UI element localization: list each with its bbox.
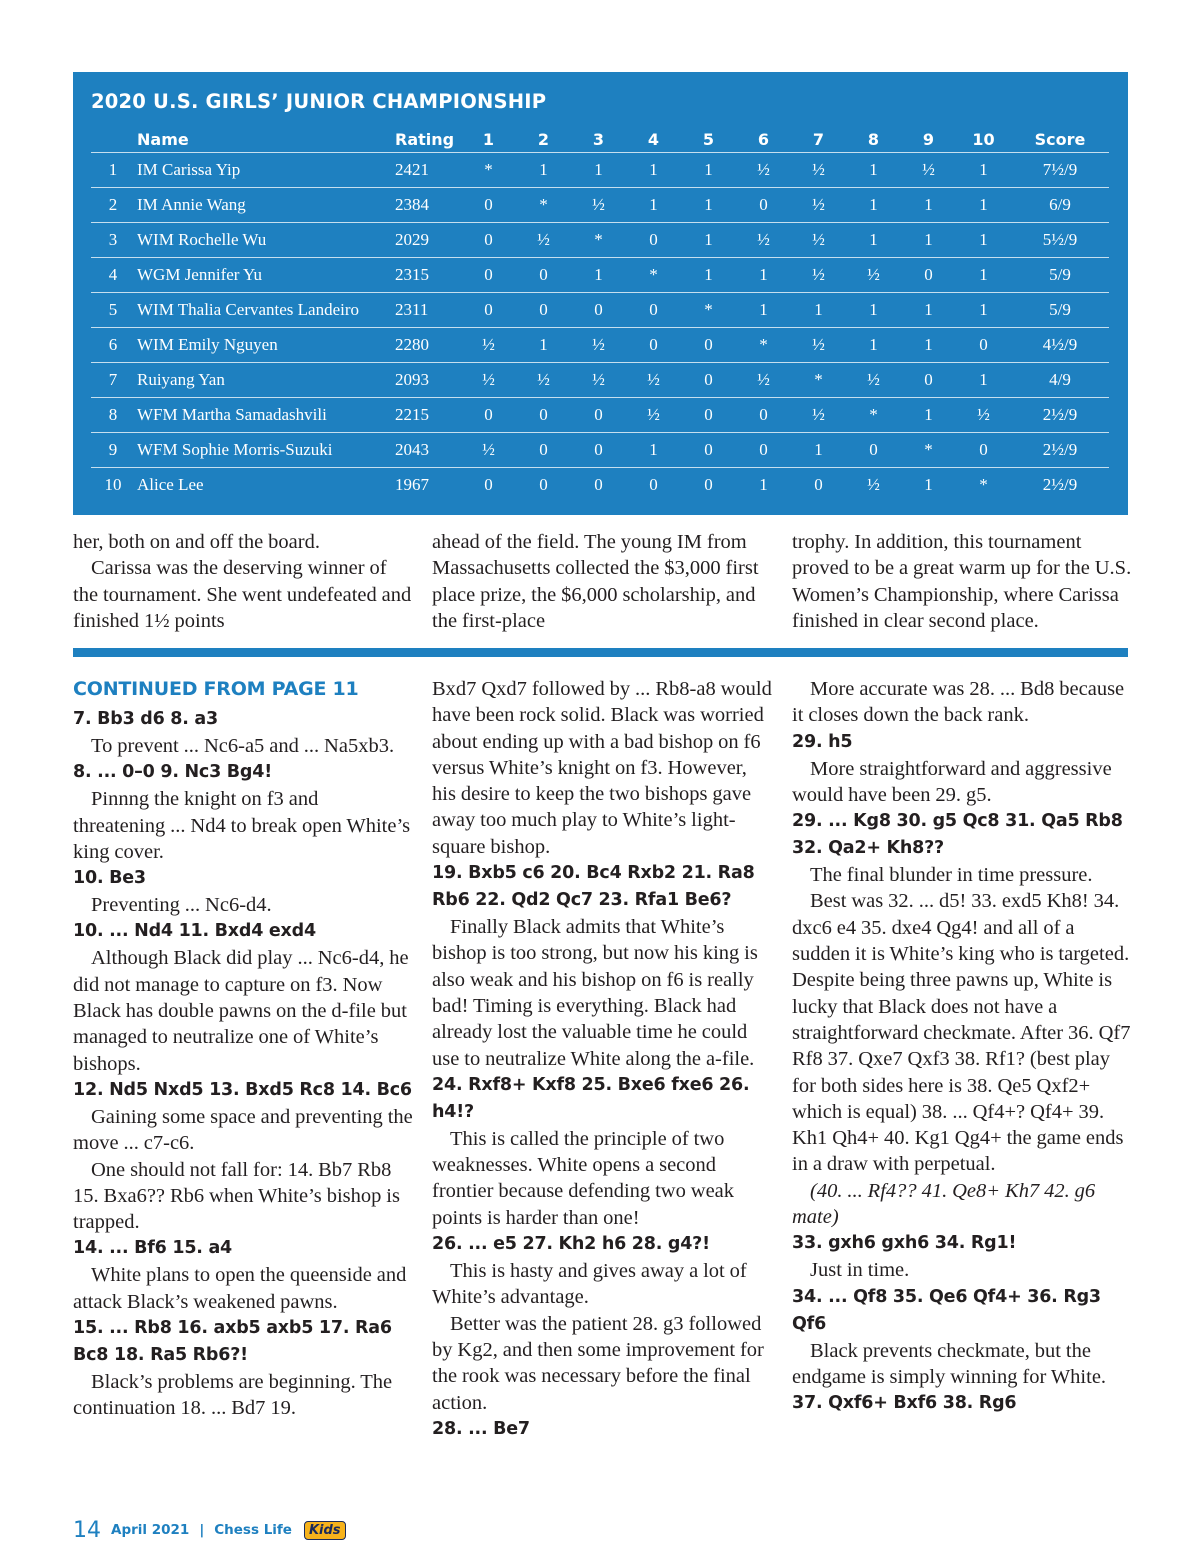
table-cell: 0 <box>461 468 516 503</box>
player-score: 2½/9 <box>1011 468 1109 503</box>
player-score: 2½/9 <box>1011 398 1109 433</box>
intro-column-3 <box>792 529 1132 634</box>
column-header: 7 <box>812 129 825 149</box>
table-cell: 0 <box>461 258 516 293</box>
table-cell: 0 <box>791 468 846 503</box>
annotation-paragraph: Finally Black admits that White’s bishop is too strong, but now his king is also weak and his bishop on f6 is really bad! Timing is everything. Black had already lost the valuable time he could use to neutralize White along the a-file. <box>432 916 758 1070</box>
table-cell: ½ <box>791 328 846 363</box>
table-cell: 0 <box>461 188 516 223</box>
table-cell: 1 <box>791 433 846 468</box>
move-line: 7. Bb3 d6 8. a3 <box>73 709 218 729</box>
player-score: 2½/9 <box>1011 433 1109 468</box>
table-cell: ½ <box>791 223 846 258</box>
table-cell: 0 <box>516 398 571 433</box>
column-header: Score <box>1034 129 1086 149</box>
table-cell: ½ <box>516 223 571 258</box>
player-rating: 2215 <box>393 398 461 433</box>
table-cell: 1 <box>956 293 1011 328</box>
table-cell: ½ <box>461 328 516 363</box>
table-cell: ½ <box>791 258 846 293</box>
table-cell: 0 <box>681 398 736 433</box>
table-cell: 2 <box>91 188 135 223</box>
column-header: 6 <box>757 129 770 149</box>
table-cell: 0 <box>626 293 681 328</box>
table-cell: * <box>626 258 681 293</box>
player-rating: 2421 <box>393 153 461 188</box>
game-column-3 <box>792 676 1132 1417</box>
table-cell: ½ <box>736 153 791 188</box>
intro-column-2 <box>432 529 772 634</box>
player-name: WIM Emily Nguyen <box>135 328 393 363</box>
table-cell: 1 <box>901 398 956 433</box>
table-cell: 0 <box>736 398 791 433</box>
table-cell: 1 <box>736 258 791 293</box>
table-cell: 1 <box>956 223 1011 258</box>
table-cell: 0 <box>571 433 626 468</box>
table-row <box>91 363 1109 398</box>
table-cell: 1 <box>681 153 736 188</box>
page-number: 14 <box>73 1517 101 1543</box>
table-cell: 5 <box>91 293 135 328</box>
player-name: WFM Martha Samadashvili <box>135 398 393 433</box>
table-cell: ½ <box>901 153 956 188</box>
table-cell: ½ <box>626 398 681 433</box>
move-line: 29. h5 <box>792 731 853 752</box>
annotation-paragraph: Preventing ... Nc6-d4. <box>91 894 272 917</box>
table-cell: 0 <box>626 468 681 503</box>
table-row <box>91 188 1109 223</box>
table-cell: 1 <box>846 188 901 223</box>
player-rating: 2311 <box>393 293 461 328</box>
player-score: 6/9 <box>1011 188 1109 223</box>
table-cell: 1 <box>516 153 571 188</box>
table-cell: ½ <box>791 188 846 223</box>
player-name: WGM Jennifer Yu <box>135 258 393 293</box>
annotation-variation: (40. ... Rf4?? 41. Qe8+ Kh7 42. g6 mate) <box>792 1179 1096 1229</box>
move-line: 10. ... Nd4 11. Bxd4 exd4 <box>73 921 316 942</box>
table-cell: 0 <box>571 398 626 433</box>
column-header: Name <box>137 129 189 149</box>
table-cell: ½ <box>736 223 791 258</box>
table-cell: 1 <box>626 153 681 188</box>
column-header: 5 <box>702 129 715 149</box>
table-cell: ½ <box>626 363 681 398</box>
table-header-row <box>91 126 1109 153</box>
table-row <box>91 328 1109 363</box>
annotation-paragraph: Although Black did play ... Nc6-d4, he did not manage to capture on f3. Now Black has double pawns on the d-file but managed to neutralize one of White’s bishops. <box>73 947 409 1075</box>
annotation-paragraph: White plans to open the queenside and attack Black’s weakened pawns. <box>73 1264 407 1313</box>
annotation-paragraph: Gaining some space and preventing the move ... c7-c6. <box>73 1105 413 1155</box>
table-row <box>91 293 1109 328</box>
table-cell: ½ <box>791 153 846 188</box>
table-cell: 1 <box>901 188 956 223</box>
game-column-1 <box>73 676 413 1422</box>
table-cell: 1 <box>901 223 956 258</box>
table-cell: 1 <box>846 153 901 188</box>
annotation-paragraph: More straightforward and aggressive would have been 29. g5. <box>792 757 1112 806</box>
player-score: 4½/9 <box>1011 328 1109 363</box>
table-row <box>91 468 1109 503</box>
table-cell: 0 <box>516 433 571 468</box>
table-row <box>91 153 1109 188</box>
footer-separator: | <box>199 1522 205 1538</box>
section-divider <box>73 648 1128 657</box>
table-cell: 1 <box>516 328 571 363</box>
table-cell: 1 <box>956 258 1011 293</box>
player-score: 7½/9 <box>1011 153 1109 188</box>
move-line: 8. ... 0–0 9. Nc3 Bg4! <box>73 762 272 783</box>
table-row <box>91 223 1109 258</box>
table-cell: 1 <box>846 223 901 258</box>
table-row <box>91 433 1109 468</box>
table-cell: 0 <box>736 188 791 223</box>
table-cell: 1 <box>956 188 1011 223</box>
player-name: Alice Lee <box>135 468 393 503</box>
move-line: 28. ... Be7 <box>432 1418 530 1439</box>
table-cell: 0 <box>461 398 516 433</box>
move-line: 12. Nd5 Nxd5 13. Bxd5 Rc8 14. Bc6 <box>73 1079 412 1100</box>
table-cell: 0 <box>956 328 1011 363</box>
table-cell: 0 <box>736 433 791 468</box>
table-cell: 1 <box>901 328 956 363</box>
player-rating: 2315 <box>393 258 461 293</box>
table-cell: ½ <box>516 363 571 398</box>
table-cell: ½ <box>461 363 516 398</box>
table-cell: 8 <box>91 398 135 433</box>
table-cell: 0 <box>846 433 901 468</box>
player-name: IM Annie Wang <box>135 188 393 223</box>
table-cell: * <box>461 153 516 188</box>
standings-box <box>73 72 1128 515</box>
table-cell: ½ <box>571 363 626 398</box>
annotation-paragraph: The final blunder in time pressure. <box>810 864 1093 887</box>
player-name: WFM Sophie Morris-Suzuki <box>135 433 393 468</box>
annotation-paragraph: More accurate was 28. ... Bd8 because it closes down the back rank. <box>792 678 1125 727</box>
table-cell: 10 <box>91 468 135 503</box>
table-cell: 1 <box>736 293 791 328</box>
table-cell: 0 <box>681 433 736 468</box>
issue-date: April 2021 <box>111 1522 190 1538</box>
move-line: 10. Be3 <box>73 868 146 889</box>
annotation-paragraph: This is hasty and gives away a lot of White’s advantage. <box>432 1260 747 1309</box>
column-header: 10 <box>972 129 995 149</box>
page-footer <box>73 1514 346 1546</box>
player-rating: 2280 <box>393 328 461 363</box>
table-cell: 0 <box>626 223 681 258</box>
move-line: 14. ... Bf6 15. a4 <box>73 1238 233 1259</box>
annotation-paragraph: Black’s problems are beginning. The continuation 18. ... Bd7 19. <box>73 1371 393 1420</box>
table-cell: 0 <box>571 293 626 328</box>
table-cell: * <box>571 223 626 258</box>
table-cell: ½ <box>956 398 1011 433</box>
player-score: 5½/9 <box>1011 223 1109 258</box>
table-cell: * <box>791 363 846 398</box>
table-cell: 0 <box>461 293 516 328</box>
table-cell: 6 <box>91 328 135 363</box>
player-score: 5/9 <box>1011 258 1109 293</box>
annotation-paragraph: Better was the patient 28. g3 followed by Kg2, and then some improvement for the rook was necessary before the final action. <box>432 1312 764 1414</box>
table-cell: 1 <box>571 258 626 293</box>
player-score: 4/9 <box>1011 363 1109 398</box>
table-cell: 1 <box>956 153 1011 188</box>
table-cell: 1 <box>901 468 956 503</box>
table-cell: 1 <box>791 293 846 328</box>
table-cell: 0 <box>461 223 516 258</box>
annotation-paragraph: Best was 32. ... d5! 33. exd5 Kh8! 34. dxc6 e4 35. dxe4 Qg4! and all of a sudden it is White’s king who is targeted. Despite being three pawns up, White is lucky that Black does not have a straightforward checkmate. After 36. Qf7 Rf8 37. Qxe7 Qxf3 38. Rf1? (best play for both sides here is 38. Qe5 Qxf2+ which is equal) 38. ... Qf4+? Qf4+ 39. Kh1 Qh4+ 40. Kg1 Qg4+ the game ends in a draw with perpetual. <box>792 890 1131 1176</box>
table-cell: ½ <box>571 328 626 363</box>
player-rating: 2043 <box>393 433 461 468</box>
player-rating: 2029 <box>393 223 461 258</box>
table-cell: 0 <box>681 363 736 398</box>
table-cell: * <box>901 433 956 468</box>
column-header: 9 <box>922 129 935 149</box>
table-cell: 0 <box>516 258 571 293</box>
magazine-name: Chess Life <box>214 1522 292 1538</box>
column-header: 4 <box>647 129 660 149</box>
table-cell: 4 <box>91 258 135 293</box>
column-header: Rating <box>395 129 455 149</box>
move-line: 24. Rxf8+ Kxf8 25. Bxe6 fxe6 26. h4!? <box>432 1074 750 1122</box>
intro-paragraph: ahead of the field. The young IM from Massachusetts collected the $3,000 first place prize, the $6,000 scholarship, and the first-place <box>432 531 759 632</box>
table-cell: 0 <box>901 258 956 293</box>
move-line: 15. ... Rb8 16. axb5 axb5 17. Ra6 Bc8 18. Ra5 Rb6?! <box>73 1318 392 1366</box>
continued-heading: CONTINUED FROM PAGE 11 <box>73 678 359 700</box>
table-cell: 0 <box>681 468 736 503</box>
game-column-2 <box>432 676 772 1443</box>
column-header: 3 <box>592 129 605 149</box>
table-cell: ½ <box>461 433 516 468</box>
table-cell: ½ <box>846 258 901 293</box>
standings-table <box>91 126 1109 502</box>
player-rating: 2384 <box>393 188 461 223</box>
table-cell: 1 <box>846 293 901 328</box>
table-cell: 0 <box>626 328 681 363</box>
kids-logo: Kids <box>304 1521 346 1540</box>
table-cell: 0 <box>516 293 571 328</box>
player-score: 5/9 <box>1011 293 1109 328</box>
move-line: 19. Bxb5 c6 20. Bc4 Rxb2 21. Ra8 Rb6 22. Qd2 Qc7 23. Rfa1 Be6? <box>432 863 755 911</box>
player-rating: 2093 <box>393 363 461 398</box>
table-cell: * <box>681 293 736 328</box>
annotation-paragraph: Just in time. <box>810 1259 910 1282</box>
annotation-paragraph: Bxd7 Qxd7 followed by ... Rb8-a8 would have been rock solid. Black was worried about ending up with a bad bishop on f6 versus White’s knight on f3. However, his desire to keep the two bishops gave away too much play to White’s light-square bishop. <box>432 678 772 858</box>
intro-paragraph: Carissa was the deserving winner of the tournament. She went undefeated and finished 1½ points <box>73 557 412 632</box>
player-name: WIM Thalia Cervantes Landeiro <box>135 293 393 328</box>
table-cell: ½ <box>846 468 901 503</box>
column-header: 1 <box>482 129 495 149</box>
annotation-paragraph: To prevent ... Nc6-a5 and ... Na5xb3. <box>91 735 395 757</box>
table-cell: ½ <box>846 363 901 398</box>
table-cell: 0 <box>571 468 626 503</box>
column-header <box>91 126 135 153</box>
move-line: 34. ... Qf8 35. Qe6 Qf4+ 36. Rg3 Qf6 <box>792 1286 1101 1334</box>
column-header: 8 <box>867 129 880 149</box>
annotation-paragraph: This is called the principle of two weaknesses. White opens a second frontier because defending two weak points is harder than one! <box>432 1127 735 1229</box>
column-header: 2 <box>537 129 550 149</box>
table-cell: 0 <box>681 328 736 363</box>
table-cell: 1 <box>901 293 956 328</box>
move-line: 37. Qxf6+ Bxf6 38. Rg6 <box>792 1393 1017 1414</box>
player-name: IM Carissa Yip <box>135 153 393 188</box>
table-cell: * <box>516 188 571 223</box>
move-line: 29. ... Kg8 30. g5 Qc8 31. Qa5 Rb8 32. Qa2+ Kh8?? <box>792 811 1123 859</box>
table-cell: 1 <box>681 258 736 293</box>
player-name: Ruiyang Yan <box>135 363 393 398</box>
table-cell: 0 <box>901 363 956 398</box>
player-rating: 1967 <box>393 468 461 503</box>
table-cell: ½ <box>736 363 791 398</box>
table-cell: * <box>736 328 791 363</box>
table-cell: 1 <box>571 153 626 188</box>
annotation-paragraph: One should not fall for: 14. Bb7 Rb8 15. Bxa6?? Rb6 when White’s bishop is trapped. <box>73 1158 400 1234</box>
player-name: WIM Rochelle Wu <box>135 223 393 258</box>
table-cell: 1 <box>91 153 135 188</box>
table-cell: 1 <box>681 188 736 223</box>
table-cell: ½ <box>571 188 626 223</box>
move-line: 33. gxh6 gxh6 34. Rg1! <box>792 1233 1017 1254</box>
table-cell: 7 <box>91 363 135 398</box>
standings-title: 2020 U.S. GIRLS’ JUNIOR CHAMPIONSHIP <box>91 90 547 113</box>
table-cell: * <box>956 468 1011 503</box>
table-cell: 1 <box>626 188 681 223</box>
intro-column-1 <box>73 529 413 634</box>
table-cell: 1 <box>846 328 901 363</box>
move-line: 26. ... e5 27. Kh2 h6 28. g4?! <box>432 1234 710 1255</box>
table-cell: 1 <box>956 363 1011 398</box>
table-cell: 1 <box>681 223 736 258</box>
table-cell: 1 <box>736 468 791 503</box>
intro-paragraph: her, both on and off the board. <box>73 531 320 553</box>
table-cell: 0 <box>516 468 571 503</box>
annotation-paragraph: Black prevents checkmate, but the endgame is simply winning for White. <box>792 1339 1107 1388</box>
intro-paragraph: trophy. In addition, this tournament proved to be a great warm up for the U.S. Women’s Championship, where Carissa finished in clear second place. <box>792 531 1132 632</box>
table-cell: ½ <box>791 398 846 433</box>
table-cell: 9 <box>91 433 135 468</box>
table-cell: 0 <box>956 433 1011 468</box>
table-row <box>91 258 1109 293</box>
table-cell: 3 <box>91 223 135 258</box>
annotation-paragraph: Pinnng the knight on f3 and threatening ... Nd4 to break open White’s king cover. <box>73 788 411 863</box>
table-body <box>91 153 1109 503</box>
table-row <box>91 398 1109 433</box>
table-cell: * <box>846 398 901 433</box>
table-cell: 1 <box>626 433 681 468</box>
